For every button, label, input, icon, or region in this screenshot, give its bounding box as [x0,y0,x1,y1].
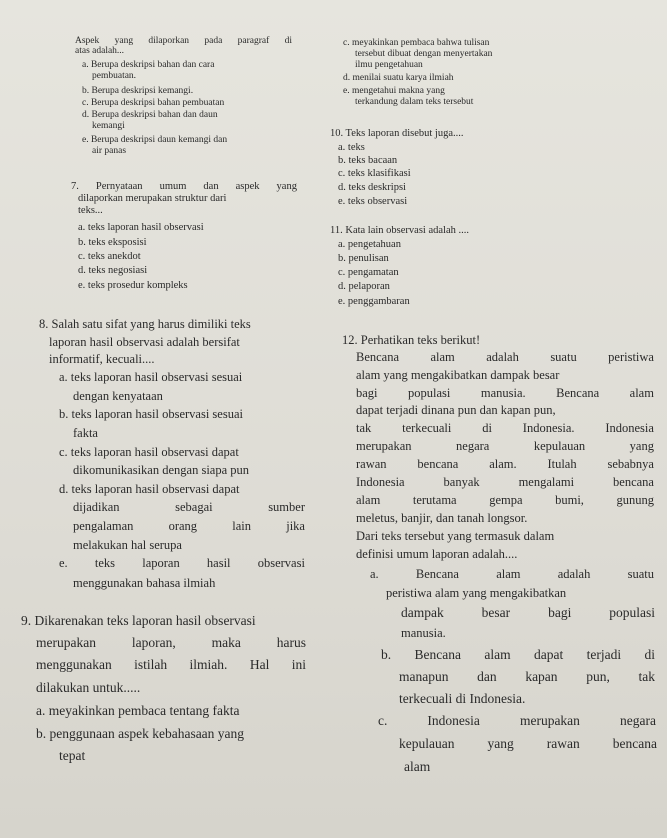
q10-stem: 10. Teks laporan disebut juga.... [330,128,464,139]
q8-option-d-cont-3: melakukan hal serupa [73,538,182,552]
q6-option-d: d. Berupa deskripsi bahan dan daun [82,110,218,120]
q10-option-b: b. teks bacaan [338,155,398,166]
q9-option-b: b. penggunaan aspek kebahasaan yang [36,726,245,741]
q6-option-c: c. Berupa deskripsi bahan pembuatan [82,98,225,108]
q7-option-e: e. teks prosedur kompleks [78,280,188,291]
q10-option-c: c. teks klasifikasi [338,168,411,179]
q8-option-b: b. teks laporan hasil observasi sesuai [59,407,243,421]
q8-stem-line-2: laporan hasil observasi adalah bersifat [49,335,240,349]
q12-passage-line-1: Bencana alam adalah suatu peristiwa [356,350,654,364]
q10-option-d: d. teks deskripsi [338,182,406,193]
q7-option-b: b. teks eksposisi [78,237,147,248]
q6-option-a-cont: pembuatan. [92,71,137,81]
q8-option-d: d. teks laporan hasil observasi dapat [59,482,240,496]
q6-option-a: a. Berupa deskripsi bahan dan cara [82,60,215,70]
q6-option-c-right-cont-2: ilmu pengetahuan [355,60,423,70]
q12-passage-line-7: rawan bencana alam. Itulah sebabnya [356,457,654,471]
q9-stem-line-2: merupakan laporan, maka harus [36,635,306,650]
q7-stem-line-2: dilaporkan merupakan struktur dari [78,193,227,204]
q12-passage-line-4: dapat terjadi dinana pun dan kapan pun, [356,403,556,417]
q6-stem-line-2: atas adalah... [75,46,125,56]
q6-option-d-right: d. menilai suatu karya ilmiah [343,73,454,83]
q12-option-a-cont-2: dampak besar bagi populasi [401,605,655,620]
q7-option-d: d. teks negosiasi [78,265,148,276]
q12-option-b: b. Bencana alam dapat terjadi di [381,647,655,662]
q12-option-b-cont-2: terkecuali di Indonesia. [399,691,526,706]
q8-option-e-cont: menggunakan bahasa ilmiah [73,576,216,590]
q8-option-a: a. teks laporan hasil observasi sesuai [59,370,243,384]
q6-option-b: b. Berupa deskripsi kemangi. [82,86,194,96]
q11-option-c: c. pengamatan [338,267,399,278]
q7-option-a: a. teks laporan hasil observasi [78,222,204,233]
q11-option-e: e. penggambaran [338,296,410,307]
q10-option-e: e. teks observasi [338,196,408,207]
q12-passage-line-10: meletus, banjir, dan tanah longsor. [356,511,528,525]
q6-option-e-cont: air panas [92,146,127,156]
q8-option-e: e. teks laporan hasil observasi [59,556,305,570]
q6-stem-line-1: Aspek yang dilaporkan pada paragraf di [75,36,292,46]
q6-option-c-right: c. meyakinkan pembaca bahwa tulisan [343,38,490,48]
q11-option-b: b. penulisan [338,253,389,264]
q12-option-b-cont-1: manapun dan kapan pun, tak [399,669,655,684]
q12-stem: 12. Perhatikan teks berikut! [342,333,481,347]
q12-passage-line-8: Indonesia banyak mengalami bencana [356,475,654,489]
q11-stem: 11. Kata lain observasi adalah .... [330,225,469,236]
q12-passage-line-6: merupakan negara kepulauan yang [356,439,654,453]
q11-option-a: a. pengetahuan [338,239,401,250]
q12-option-c-cont-2: alam [404,759,431,774]
q12-passage-line-2: alam yang mengakibatkan dampak besar [356,368,560,382]
q7-stem-line-3: teks... [78,205,103,216]
q8-option-a-cont: dengan kenyataan [73,389,163,403]
q9-option-b-cont: tepat [59,748,86,763]
q10-option-a: a. teks [338,142,365,153]
q12-question-line-2: definisi umum laporan adalah.... [356,547,518,561]
q12-option-c: c. Indonesia merupakan negara [378,713,656,728]
q6-option-e: e. Berupa deskripsi daun kemangi dan [82,135,228,145]
q12-passage-line-3: bagi populasi manusia. Bencana alam [356,386,654,400]
q12-option-a-cont-1: peristiwa alam yang mengakibatkan [386,586,567,600]
q9-stem-line-4: dilakukan untuk..... [36,680,141,695]
q8-stem-line-1: 8. Salah satu sifat yang harus dimiliki teks [39,317,251,331]
q6-option-e-right: e. mengetahui makna yang [343,86,445,96]
q8-option-b-cont: fakta [73,426,98,440]
q8-option-d-cont-1: dijadikan sebagai sumber [73,500,305,514]
q6-option-d-cont: kemangi [92,121,125,131]
q9-option-a: a. meyakinkan pembaca tentang fakta [36,703,240,718]
q12-option-c-cont-1: kepulauan yang rawan bencana [399,736,657,751]
q11-option-d: d. pelaporan [338,281,390,292]
q8-option-c: c. teks laporan hasil observasi dapat [59,445,239,459]
q8-option-d-cont-2: pengalaman orang lain jika [73,519,305,533]
q9-stem-line-1: 9. Dikarenakan teks laporan hasil observasi [21,613,256,628]
q6-option-e-right-cont: terkandung dalam teks tersebut [355,97,474,107]
q9-stem-line-3: menggunakan istilah ilmiah. Hal ini [36,657,306,672]
q6-option-c-right-cont-1: tersebut dibuat dengan menyertakan [355,49,493,59]
q8-option-c-cont: dikomunikasikan dengan siapa pun [73,463,250,477]
q12-passage-line-9: alam terutama gempa bumi, gunung [356,493,654,507]
q12-question-line-1: Dari teks tersebut yang termasuk dalam [356,529,555,543]
q7-stem-line-1: 7. Pernyataan umum dan aspek yang [71,181,297,192]
q12-option-a: a. Bencana alam adalah suatu [370,567,654,581]
q8-stem-line-3: informatif, kecuali.... [49,352,155,366]
q12-option-a-cont-3: manusia. [401,626,446,640]
q12-passage-line-5: tak terkecuali di Indonesia. Indonesia [356,421,654,435]
q7-option-c: c. teks anekdot [78,251,141,262]
